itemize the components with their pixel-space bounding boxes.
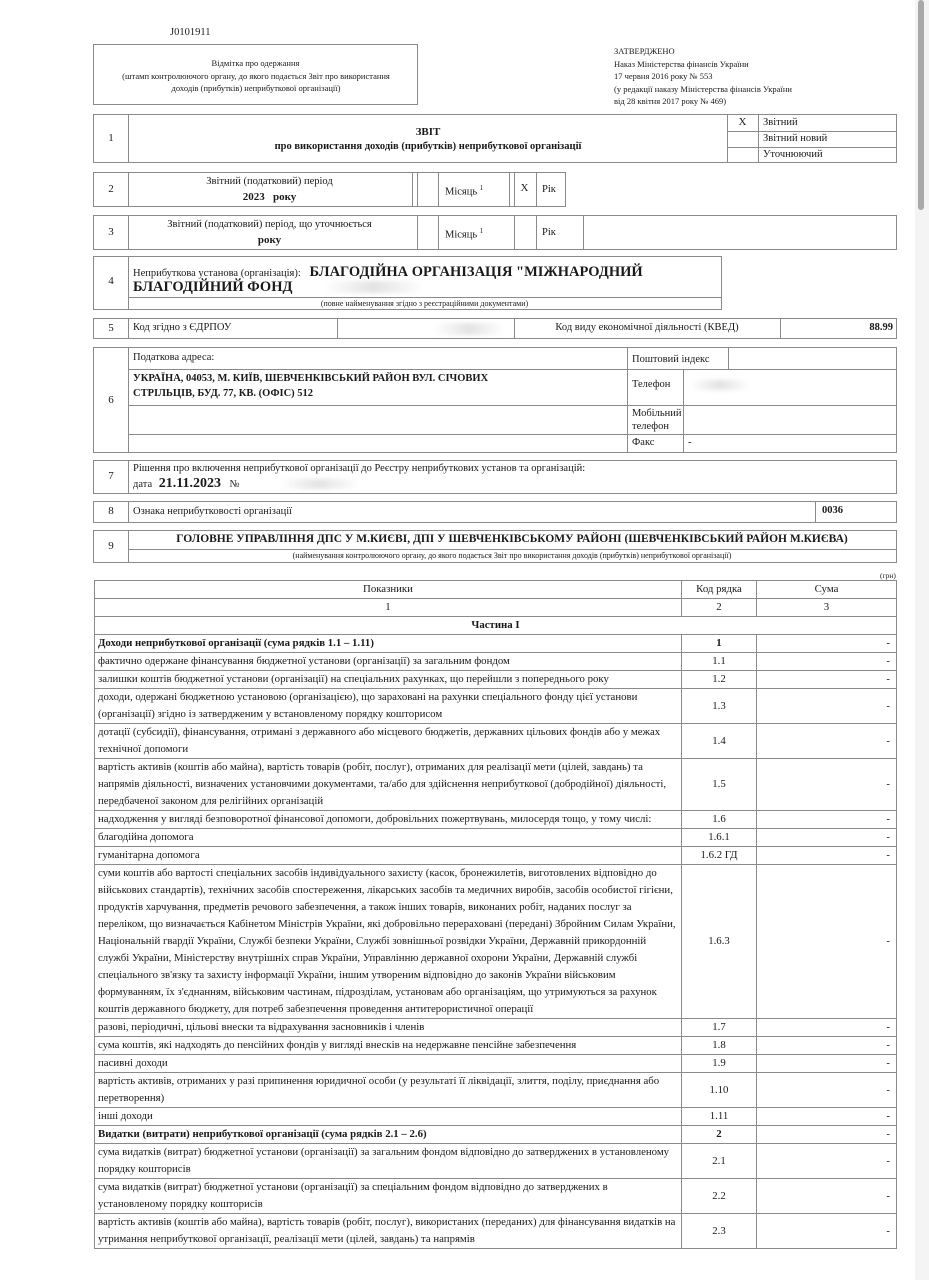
table-row [95, 1037, 897, 1055]
row-label: доходи, одержані бюджетною установою (організацією), що зараховані на рахунки спеціального фонду цієї установи (організації) згідно із затвердженим у встановленому порядку кошторисом [95, 689, 682, 724]
type-label-clarifying: Уточнюючий [763, 149, 823, 160]
table-row [95, 635, 897, 653]
header-sum: Сума [757, 581, 897, 599]
period-year-suffix: року [272, 191, 297, 203]
row-code: 1.6.2 ГД [682, 847, 757, 865]
clarified-year-checkbox[interactable] [514, 225, 535, 240]
col-num-1: 1 [95, 599, 682, 617]
row-label: фактично одержане фінансування бюджетної установи (організації) за загальним фондом [95, 653, 682, 671]
row-sum: - [757, 1126, 897, 1144]
row-sum: - [757, 1037, 897, 1055]
period-year: 2023 [242, 191, 265, 203]
section-3-clarified-period [93, 215, 897, 250]
year-checkbox[interactable]: X [520, 182, 529, 194]
tax-address-label: Податкова адреса: [133, 352, 215, 363]
row-sum: - [757, 689, 897, 724]
type-checkbox-clarifying[interactable] [727, 148, 758, 162]
col-num-3: 3 [757, 599, 897, 617]
month-label: Місяць [445, 229, 478, 241]
row-code: 1.6.3 [682, 865, 757, 1019]
row-label: Видатки (витрати) неприбуткової організації (сума рядків 2.1 – 2.6) [95, 1126, 682, 1144]
report-subtitle: про використання доходів (прибутків) неприбуткової організації [274, 141, 582, 152]
mobile-label: телефон [632, 421, 669, 432]
nonprofit-sign-value: 0036 [822, 505, 843, 516]
row-sum: - [757, 811, 897, 829]
section-1-report-title [93, 114, 897, 163]
currency-unit: (грн) [880, 571, 896, 580]
table-row [95, 811, 897, 829]
redacted-area [324, 281, 424, 293]
table-row [95, 1108, 897, 1126]
row-sum: - [757, 1108, 897, 1126]
phone-value-redacted [690, 380, 750, 390]
row-label: надходження у вигляді безповоротної фінансової допомоги, добровільних пожертвувань, милосердя тощо, у тому числі: [95, 811, 682, 829]
row-number: 7 [108, 470, 114, 482]
table-row [95, 671, 897, 689]
table-row [95, 1073, 897, 1108]
mobile-label: Мобільний [632, 408, 682, 419]
month-label: Місяць [445, 186, 478, 198]
type-checkbox-new[interactable] [727, 132, 758, 147]
table-row [95, 1055, 897, 1073]
row-label: разові, періодичні, цільові внески та відрахування засновників і членів [95, 1019, 682, 1037]
row-code: 2.3 [682, 1214, 757, 1249]
postal-code-label: Поштовий індекс [632, 354, 710, 365]
table-row [95, 847, 897, 865]
section-5-codes [93, 318, 897, 339]
part-title: Частина I [95, 617, 897, 635]
row-sum: - [757, 671, 897, 689]
row-number: 9 [108, 540, 114, 552]
row-sum: - [757, 635, 897, 653]
year-label: Рік [542, 184, 556, 195]
row-label: вартість активів (коштів або майна), вартість товарів (робіт, послуг), отриманих для реалізації мети (цілей, завдань) та напрямів діяльності, визначених установчими документами, та/або для здійснення неприбуткової (добродійної) діяльності, передбаченої законом для релігійних організацій [95, 759, 682, 811]
row-code: 1.6 [682, 811, 757, 829]
indicators-table [94, 580, 897, 1249]
row-sum: - [757, 759, 897, 811]
row-label: благодійна допомога [95, 829, 682, 847]
registry-date: 21.11.2023 [158, 476, 221, 491]
phone-label: Телефон [632, 379, 671, 390]
row-label: пасивні доходи [95, 1055, 682, 1073]
header-line-code: Код рядка [682, 581, 757, 599]
row-code: 1.10 [682, 1073, 757, 1108]
footnote-mark: 1 [479, 227, 484, 235]
row-sum: - [757, 847, 897, 865]
row-sum: - [757, 1214, 897, 1249]
approval-line: ЗАТВЕРДЖЕНО [614, 46, 675, 56]
part-title-row [95, 617, 897, 635]
row-number: 3 [108, 226, 114, 238]
table-row [95, 1019, 897, 1037]
row-sum: - [757, 653, 897, 671]
row-sum: - [757, 865, 897, 1019]
organization-name-line-1: БЛАГОДІЙНА ОРГАНІЗАЦІЯ "МІЖНАРОДНИЙ [309, 264, 643, 280]
year-label: Рік [542, 227, 556, 238]
header-indicators: Показники [95, 581, 682, 599]
table-row [95, 653, 897, 671]
report-title: ЗВІТ [415, 126, 441, 138]
approval-line: 17 червня 2016 року № 553 [614, 71, 713, 81]
edrpou-value-redacted [434, 323, 504, 335]
row-code: 1.8 [682, 1037, 757, 1055]
row-number: 5 [108, 322, 114, 334]
row-label: гуманітарна допомога [95, 847, 682, 865]
row-code: 1.1 [682, 653, 757, 671]
clarified-period-label: Звітний (податковий) період, що уточнюється [167, 219, 372, 230]
table-row [95, 1214, 897, 1249]
row-number: 6 [108, 394, 114, 406]
section-4-organization [93, 256, 722, 310]
period-label: Звітний (податковий) період [206, 176, 333, 187]
row-label: сума видатків (витрат) бюджетної установи (організації) за спеціальним фондом відповідно до затверджених в установленому порядку кошторисів [95, 1179, 682, 1214]
row-label: дотації (субсидії), фінансування, отримані з державного або місцевого бюджетів, державних цільових фондів або у межах технічної допомоги [95, 724, 682, 759]
row-sum: - [757, 1055, 897, 1073]
type-checkbox-reporting[interactable]: X [738, 116, 747, 128]
section-7-registry-decision [93, 460, 897, 494]
vertical-scrollbar[interactable] [915, 0, 929, 1280]
row-code: 1.2 [682, 671, 757, 689]
type-label-new: Звітний новий [763, 133, 828, 144]
table-row [95, 865, 897, 1019]
row-sum: - [757, 1073, 897, 1108]
tax-authority-note: (найменування контролюючого органу, до якого подається Звіт про використання доходів (прибутків) неприбуткової організації) [292, 551, 732, 560]
section-2-reporting-period [93, 172, 566, 207]
row-number: 1 [108, 132, 114, 144]
row-label: суми коштів або вартості спеціальних засобів індивідуального захисту (касок, бронежилетів, виготовлених відповідно до військових стандартів), технічних засобів спостереження, лікарських засобів та медичних виробів, засобів особистої гігієни, продуктів харчування, предметів речового забезпечення, а також інших товарів, виконаних робіт, наданих послуг за переліком, що визначається Кабінетом Міністрів України, які добровільно перераховані (передані) Збройним Силам України, Національній гвардії України, Службі безпеки України, Службі зовнішньої розвідки України, Державній прикордонній службі України, Міністерству внутрішніх справ України, Управлінню державної охорони України, Державній службі спеціального зв'язку та захисту інформації України, іншим утвореним відповідно до законів України військовим формуванням, їх з'єднанням, військовим частинам, підрозділам, установам або організаціям, що утримуються за рахунок коштів державного бюджету, для потреб забезпечення проведення антитерористичної операції [95, 865, 682, 1019]
row-sum: - [757, 724, 897, 759]
fax-value: - [688, 437, 692, 448]
row-label: інші доходи [95, 1108, 682, 1126]
registry-number-label: № [229, 479, 240, 490]
row-code: 2 [682, 1126, 757, 1144]
address-line-1: УКРАЇНА, 04053, М. КИЇВ, ШЕВЧЕНКІВСЬКИЙ РАЙОН ВУЛ. СІЧОВИХ [133, 373, 489, 384]
nonprofit-sign-label: Ознака неприбутковості організації [133, 506, 293, 517]
row-sum: - [757, 1179, 897, 1214]
footnote-mark: 1 [479, 184, 484, 192]
table-row [95, 759, 897, 811]
stamp-title: Відмітка про одержання [211, 58, 300, 68]
row-label: вартість активів, отриманих у разі припинення юридичної особи (у результаті її ліквідації, злиття, поділу, приєднання або перетворення) [95, 1073, 682, 1108]
row-code: 1.3 [682, 689, 757, 724]
row-sum: - [757, 1019, 897, 1037]
row-code: 2.1 [682, 1144, 757, 1179]
table-row [95, 1126, 897, 1144]
row-code: 2.2 [682, 1179, 757, 1214]
section-6-address [93, 347, 897, 453]
table-row [95, 829, 897, 847]
row-code: 1 [682, 635, 757, 653]
row-code: 1.9 [682, 1055, 757, 1073]
type-label-reporting: Звітний [763, 117, 798, 128]
date-label: дата [133, 479, 153, 490]
organization-label: Неприбуткова установа (організація): [133, 268, 301, 279]
fax-label: Факс [632, 437, 655, 448]
row-code: 1.6.1 [682, 829, 757, 847]
approval-line: Наказ Міністерства фінансів України [614, 58, 749, 69]
registry-decision-label: Рішення про включення неприбуткової організації до Реєстру неприбуткових установ та організацій: [133, 463, 586, 474]
row-label: сума видатків (витрат) бюджетної установи (організації) за загальним фондом відповідно до затверджених в установленому порядку кошторисів [95, 1144, 682, 1179]
organization-note: (повне найменування згідно з реєстраційними документами) [320, 299, 529, 308]
row-code: 1.11 [682, 1108, 757, 1126]
section-8-nonprofit-sign [93, 501, 897, 523]
receipt-stamp-box [93, 44, 418, 105]
row-label: вартість активів (коштів або майна), вартість товарів (робіт, послуг), використаних (переданих) для фінансування видатків на утримання неприбуткової організації, реалізації мети (цілей, завдань) та напрямів [95, 1214, 682, 1249]
row-code: 1.5 [682, 759, 757, 811]
row-sum: - [757, 829, 897, 847]
table-row [95, 689, 897, 724]
approval-line: (у редакції наказу Міністерства фінансів України [614, 83, 792, 94]
col-num-2: 2 [682, 599, 757, 617]
row-number: 2 [108, 183, 114, 195]
organization-name-line-2: БЛАГОДІЙНИЙ ФОНД [133, 279, 293, 295]
approval-note [614, 45, 792, 108]
clarified-year-suffix: року [257, 234, 282, 246]
tax-authority-name: ГОЛОВНЕ УПРАВЛІННЯ ДПС У М.КИЄВІ, ДПІ У ШЕВЧЕНКІВСЬКОМУ РАЙОНІ (ШЕВЧЕНКІВСЬКИЙ РАЙОН М.КИЄВА) [176, 533, 848, 545]
row-code: 1.7 [682, 1019, 757, 1037]
table-row [95, 1179, 897, 1214]
row-label: Доходи неприбуткової організації (сума рядків 1.1 – 1.11) [95, 635, 682, 653]
row-number: 8 [108, 505, 114, 517]
approval-line: від 28 квітня 2017 року № 469) [614, 96, 727, 106]
form-code: J0101911 [170, 27, 211, 38]
stamp-subtitle: (штамп контролюючого органу, до якого подається Звіт про використання доходів (прибутків) неприбуткової організації) [122, 71, 390, 93]
column-numbers-row [95, 599, 897, 617]
row-label: сума коштів, які надходять до пенсійних фондів у вигляді внесків на недержавне пенсійне забезпечення [95, 1037, 682, 1055]
scrollbar-thumb[interactable] [918, 0, 924, 210]
row-code: 1.4 [682, 724, 757, 759]
table-row [95, 724, 897, 759]
table-row [95, 1144, 897, 1179]
table-header-row [95, 581, 897, 599]
row-sum: - [757, 1144, 897, 1179]
edrpou-label: Код згідно з ЄДРПОУ [133, 322, 232, 333]
kved-value: 88.99 [869, 322, 893, 333]
row-label: залишки коштів бюджетної установи (організації) на спеціальних рахунках, що перейшли з попереднього року [95, 671, 682, 689]
section-9-authority [93, 530, 897, 563]
kved-label: Код виду економічної діяльності (КВЕД) [555, 322, 739, 333]
registry-number-redacted [279, 479, 359, 489]
row-number: 4 [108, 275, 114, 287]
address-line-2: СТРІЛЬЦІВ, БУД. 77, КВ. (ОФІС) 512 [133, 388, 314, 399]
